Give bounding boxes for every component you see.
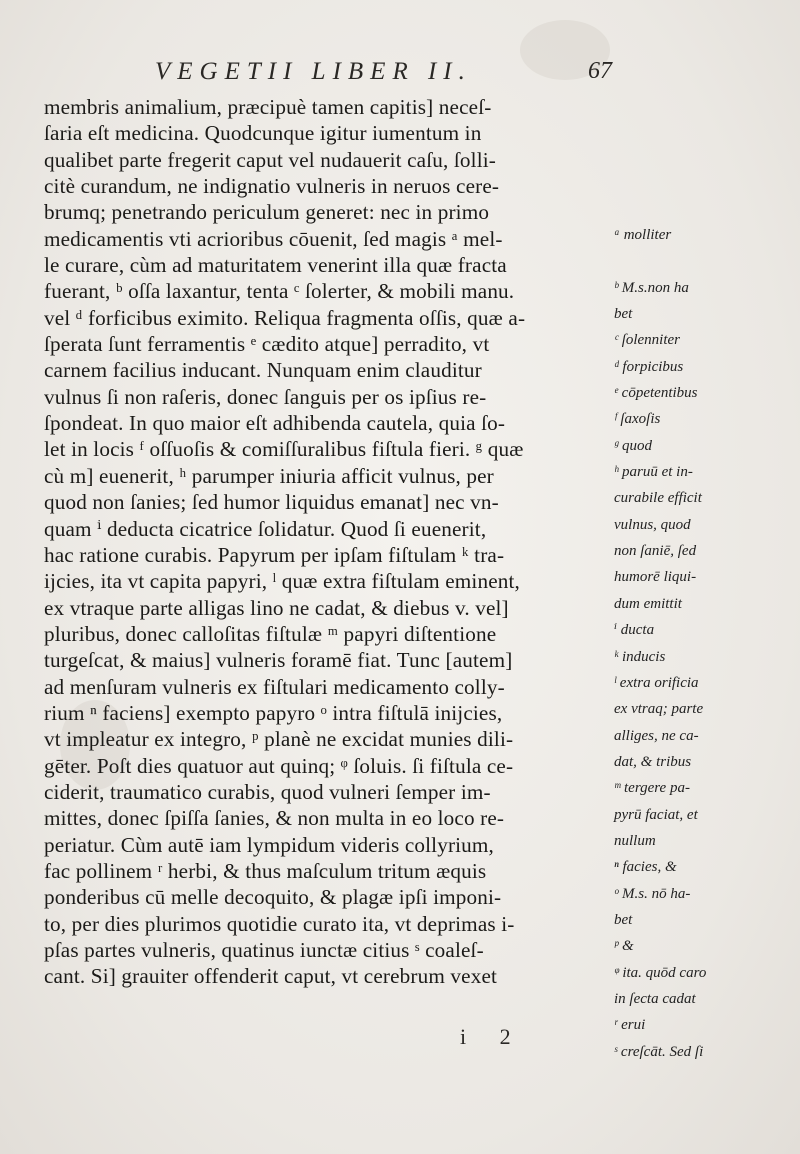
text-line: rium ⁿ faciens] exempto papyro ᵒ intra fiſtulā inijcies,: [44, 700, 503, 725]
margin-note: in ſecta cadat: [614, 990, 696, 1007]
margin-note: ᵠ ita. quōd caro: [614, 964, 707, 981]
margin-note: ᵒ M.s. nō ha-: [614, 885, 691, 902]
text-line: fuerant, ᵇ oſſa laxantur, tenta ᶜ ſolerter, & mobili manu.: [44, 279, 515, 304]
margin-note: ex vtraq; parte: [614, 701, 704, 718]
text-line: quod non ſanies; ſed humor liquidus emanat] nec vn-: [44, 490, 499, 515]
marginal-notes-column: [614, 222, 794, 1065]
text-line: ponderibus cū melle decoquito, & plagæ ipſi imponi-: [44, 885, 502, 910]
margin-note: bet: [614, 306, 633, 323]
text-line: citè curandum, ne indignatio vulneris in neruos cere-: [44, 174, 500, 199]
text-line: mittes, donec ſpiſſa ſanies, & non multa in eo loco re-: [44, 806, 505, 831]
text-line: pluribus, donec calloſitas fiſtulæ ᵐ papyri diſtentione: [44, 621, 497, 646]
margin-note: ᵈ forpicibus: [614, 358, 684, 375]
text-line: ſaria eſt medicina. Quodcunque igitur iumentum in: [44, 121, 482, 146]
text-line: vulnus ſi non raſeris, donec ſanguis per os ipſius re-: [44, 384, 487, 409]
text-line: to, per dies plurimos quotidie curato ita, vt deprimas i-: [44, 911, 515, 936]
margin-note: bet: [614, 911, 633, 928]
running-title: VEGETII LIBER II.: [155, 58, 472, 85]
margin-note: nullum: [614, 832, 656, 849]
margin-note: curabile efficit: [614, 490, 702, 507]
text-line: qualibet parte fregerit caput vel nudauerit caſu, ſolli-: [44, 147, 496, 172]
text-line: let in locis ᶠ oſſuoſis & comiſſuralibus fiſtula fieri. ᵍ quæ: [44, 437, 524, 462]
margin-note: ᵏ inducis: [614, 648, 666, 665]
text-line: ciderit, traumatico curabis, quod vulneri ſemper im-: [44, 779, 491, 804]
text-line: ijcies, ita vt capita papyri, ˡ quæ extra fiſtulam eminent,: [44, 569, 520, 594]
page-number: 67: [588, 58, 612, 84]
text-line: ad menſuram vulneris ex fiſtulari medicamento colly-: [44, 674, 505, 699]
margin-note: dum emittit: [614, 595, 682, 612]
text-line: brumq; penetrando periculum generet: nec in primo: [44, 200, 490, 225]
text-line: gēter. Poſt dies quatuor aut quinq; ᵠ ſoluis. ſi fiſtula ce-: [44, 753, 514, 778]
text-line: pſas partes vulneris, quatinus iunctæ citius ˢ coaleſ-: [44, 938, 484, 962]
margin-note: ᶠ ſaxoſis: [614, 411, 661, 428]
text-line: cant. Si] grauiter offenderit caput, vt cerebrum vexet: [44, 964, 498, 989]
margin-note: ⁱ ducta: [614, 622, 655, 639]
margin-note: [614, 248, 794, 274]
margin-note: dat, & tribus: [614, 753, 692, 770]
text-line: periatur. Cùm autē iam lympidum videris collyrium,: [44, 832, 495, 857]
margin-note: ⁿ facies, &: [614, 859, 677, 876]
text-line: vt impleatur ex integro, ᵖ planè ne excidat munies dili-: [44, 727, 514, 752]
text-line: hac ratione curabis. Papyrum per ipſam fiſtulam ᵏ tra-: [44, 542, 505, 567]
margin-note: ʰ paruū et in-: [614, 464, 693, 481]
main-text-column: [44, 94, 624, 990]
margin-note: non ſaniē, ſed: [614, 543, 697, 560]
margin-note: ˢ creſcāt. Sed ſi: [614, 1043, 704, 1060]
margin-note: ᵐ tergere pa-: [614, 780, 690, 797]
margin-note: ᶜ ſolenniter: [614, 332, 681, 349]
margin-note: ᵇ M.s.non ha: [614, 279, 689, 296]
text-line: quam ⁱ deducta cicatrice ſolidatur. Quod ſi euenerit,: [44, 516, 487, 541]
text-line: ſpondeat. In quo maior eſt adhibenda cautela, quia ſo-: [44, 411, 506, 436]
running-head: [0, 58, 800, 92]
text-line: ex vtraque parte alligas lino ne cadat, & diebus v. vel]: [44, 595, 509, 620]
text-line: medicamentis vti acrioribus cōuenit, ſed magis ᵃ mel-: [44, 226, 503, 251]
margin-note: vulnus, quod: [614, 516, 691, 533]
text-line: ſperata ſunt ferramentis ᵉ cædito atque] perradito, vt: [44, 332, 490, 357]
margin-note: alliges, ne ca-: [614, 727, 699, 744]
text-line: membris animalium, præcipuè tamen capitis] neceſ-: [44, 95, 492, 119]
margin-note: ᵖ &: [614, 938, 634, 955]
text-line: turgeſcat, & maius] vulneris foramē fiat. Tunc [autem]: [44, 648, 513, 673]
margin-note: ᵉ cōpetentibus: [614, 385, 698, 402]
margin-note: ᵃ molliter: [614, 227, 672, 243]
text-line: cù m] euenerit, ʰ parumper iniuria afficit vulnus, per: [44, 463, 494, 488]
signature-mark: i 2: [460, 1024, 525, 1049]
text-line: le curare, cùm ad maturitatem venerint illa quæ fracta: [44, 253, 507, 278]
margin-note: ʳ erui: [614, 1017, 646, 1034]
text-line: carnem facilius inducant. Nunquam enim clauditur: [44, 358, 482, 383]
margin-note: pyrū faciat, et: [614, 806, 698, 823]
margin-note: ˡ extra orificia: [614, 674, 699, 691]
text-line: vel ᵈ forficibus eximito. Reliqua fragmenta oſſis, quæ a-: [44, 305, 526, 330]
text-line: fac pollinem ʳ herbi, & thus maſculum tritum æquis: [44, 858, 487, 883]
margin-note: ᵍ quod: [614, 437, 653, 454]
margin-note: humorē liqui-: [614, 569, 697, 586]
